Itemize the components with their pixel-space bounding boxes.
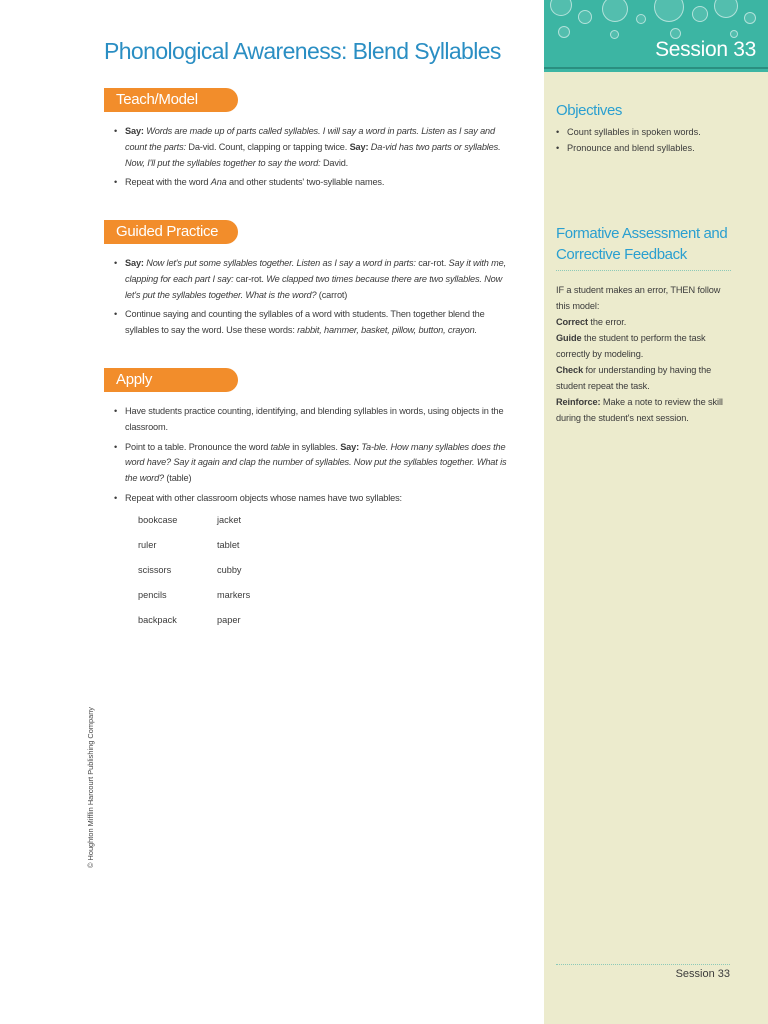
bullet-text: car-rot. (418, 258, 449, 268)
step-text: for understanding by having the student repeat the task. (556, 365, 712, 391)
word-item: scissors (138, 565, 172, 575)
bullet-label: Say: (125, 126, 144, 136)
word-row (138, 562, 298, 587)
step-text: the error. (587, 317, 627, 327)
section-tab-apply: Apply (104, 368, 238, 392)
objective-item: • Count syllables in spoken words. (556, 124, 736, 140)
bullet-label: Say: (340, 441, 359, 452)
formative-body (556, 282, 732, 426)
bullet-text: table (270, 441, 290, 452)
bullet-label: Say: (125, 258, 144, 268)
word-row (138, 587, 298, 612)
formative-step (556, 362, 732, 394)
step-term: Guide (556, 333, 582, 343)
bullet-item (114, 175, 510, 191)
bullet-text: Ta-ble. How many syllables does the word have? Say it again and clap the number of syllables. Now put the syllables together. What is the word? (125, 441, 507, 484)
bullet-text: Ana (210, 177, 227, 188)
bullet-item (114, 256, 510, 303)
bullet-text: Repeat with other classroom objects whose names have two syllables: (125, 492, 402, 503)
step-text: Make a note to review the skill during the student's next session. (556, 397, 723, 423)
objective-item: • Pronounce and blend syllables. (556, 140, 736, 156)
word-item: ruler (138, 540, 157, 550)
apply-content (114, 404, 510, 511)
bullet-item (114, 307, 510, 339)
bullet-text: Da-vid. Count, clapping or tapping twice. (188, 141, 350, 152)
word-item: cubby (217, 565, 242, 575)
formative-heading: Formative Assessment and Corrective Feedback (556, 225, 728, 263)
bullet-text: Da-vid has two parts or syllables. Now, I'll put the syllables together to say the word: (125, 141, 501, 168)
guided-practice-content (114, 256, 510, 343)
step-term: Check (556, 365, 584, 375)
footer-divider (556, 964, 730, 965)
bullet-text: (table) (164, 473, 192, 484)
section-tab-guided-practice: Guided Practice (104, 220, 238, 244)
bullet-text: in syllables. (289, 441, 341, 452)
bullet-text: and other students' two-syllable names. (226, 177, 385, 188)
word-row (138, 512, 298, 537)
bullet-text: Now let's put some syllables together. Listen as I say a word in parts: (143, 258, 419, 268)
bullet-item (114, 491, 510, 507)
word-item: tablet (217, 540, 240, 550)
word-row (138, 537, 298, 562)
objectives-heading: Objectives (556, 102, 623, 119)
copyright-notice: © Houghton Mifflin Harcourt Publishing Company (86, 706, 95, 868)
bullet-item (114, 404, 510, 436)
bullet-label: Say: (349, 141, 369, 152)
bullet-text: Say it with me, clapping for each part I say: (125, 258, 507, 284)
session-banner (544, 0, 768, 72)
word-item: markers (217, 590, 251, 600)
session-divider (544, 67, 768, 69)
dotted-divider (556, 270, 731, 271)
bullet-text: We clapped two times because there are two syllables. Now let's put the syllables together. What is the word? (125, 273, 503, 300)
step-term: Correct (556, 317, 588, 327)
bullet-text: Have students practice counting, identifying, and blending syllables in words, using objects in the classroom. (125, 406, 504, 432)
teach-model-content (114, 124, 510, 195)
bullet-item (114, 124, 510, 171)
formative-intro: IF a student makes an error, THEN follow this model: (556, 285, 721, 311)
bullet-text: David. (322, 157, 349, 168)
bullet-text: rabbit, hammer, basket, pillow, button, crayon. (297, 325, 477, 336)
word-item: paper (217, 615, 241, 625)
word-item: jacket (217, 515, 242, 525)
bullet-text: (carrot) (316, 289, 348, 300)
word-item: pencils (138, 590, 167, 600)
step-term: Reinforce: (556, 397, 601, 407)
bullet-text: Point to a table. Pronounce the word (125, 441, 271, 452)
formative-step (556, 330, 732, 362)
word-item: bookcase (138, 515, 178, 525)
bullet-text: Continue saying and counting the syllables of a word with students. Then together blend the syllables to say the word. Use these words: (125, 309, 485, 336)
session-number: Session 33 (655, 38, 756, 61)
page-title: Phonological Awareness: Blend Syllables (104, 38, 501, 64)
bullet-text: Words are made up of parts called syllables. I will say a word in parts. Listen as I say and count the parts: (125, 126, 495, 152)
bullet-item (114, 440, 510, 487)
step-text: the student to perform the task correctly by modeling. (556, 333, 706, 359)
section-tab-teach-model: Teach/Model (104, 88, 238, 112)
footer-session-label: Session 33 (675, 968, 730, 980)
word-list (138, 512, 298, 637)
bullet-text: Repeat with the word (125, 177, 211, 188)
word-item: backpack (138, 615, 177, 625)
word-row (138, 612, 298, 637)
formative-step (556, 394, 732, 426)
objectives-list (556, 124, 736, 156)
formative-step (556, 314, 732, 330)
bullet-text: car-rot. (235, 273, 267, 284)
